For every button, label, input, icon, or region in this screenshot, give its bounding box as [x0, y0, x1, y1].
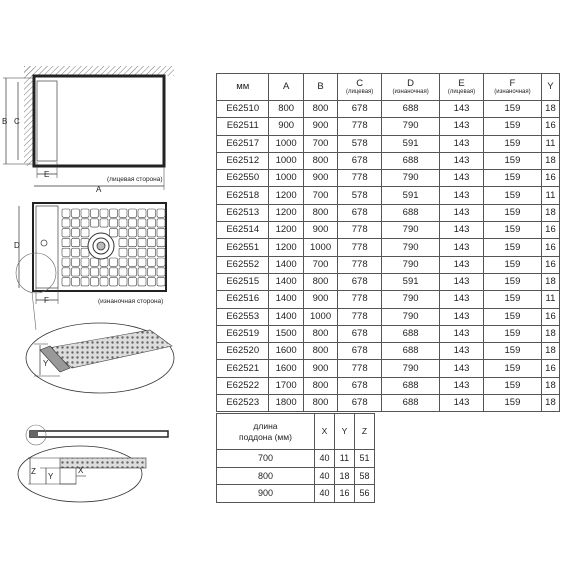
grid-cell	[138, 268, 146, 276]
grid-cell	[138, 229, 146, 237]
table-cell: 18	[541, 325, 559, 342]
grid-cell	[91, 209, 99, 217]
grid-cell	[72, 229, 80, 237]
table-row	[217, 256, 560, 273]
grid-cell	[81, 229, 89, 237]
table-cell: 1000	[303, 239, 337, 256]
table-cell: E62513	[217, 204, 269, 221]
table-cell: E62522	[217, 377, 269, 394]
grid-cell	[91, 268, 99, 276]
table-row	[217, 467, 375, 485]
grid-cell	[148, 229, 156, 237]
table-cell: 778	[338, 239, 382, 256]
edge-detail-1	[26, 323, 174, 393]
label-b: B	[2, 117, 8, 126]
table-cell: 159	[483, 360, 541, 377]
spec-header-cell: мм	[217, 74, 269, 101]
table-cell: 778	[338, 118, 382, 135]
table-cell: 16	[541, 118, 559, 135]
front-side-label: (лицевая сторона)	[107, 176, 163, 183]
table-cell: 688	[382, 343, 440, 360]
grid-cell	[91, 258, 99, 266]
grid-cell	[72, 258, 80, 266]
grid-cell	[157, 278, 165, 286]
table-cell: 688	[382, 152, 440, 169]
table-cell: 143	[440, 152, 484, 169]
table-cell: 18	[541, 377, 559, 394]
table-row	[217, 450, 375, 468]
table-cell: 159	[483, 395, 541, 412]
table-cell: 1200	[269, 239, 303, 256]
dim-header-cell: длина поддона (мм)	[217, 414, 315, 450]
table-cell: 790	[382, 291, 440, 308]
table-cell: 16	[541, 256, 559, 273]
table-cell: 143	[440, 239, 484, 256]
table-cell: 900	[303, 222, 337, 239]
grid-cell	[110, 219, 118, 227]
table-cell: E62512	[217, 152, 269, 169]
grid-cell	[138, 258, 146, 266]
grid-cell	[157, 248, 165, 256]
side-profile	[26, 425, 168, 445]
table-cell: 143	[440, 325, 484, 342]
label-z: Z	[31, 467, 36, 476]
table-cell: 1400	[269, 291, 303, 308]
table-cell: 778	[338, 360, 382, 377]
grid-cell	[62, 219, 70, 227]
table-cell: 159	[483, 170, 541, 187]
table-cell: E62551	[217, 239, 269, 256]
grid-cell	[129, 229, 137, 237]
table-cell: 800	[303, 343, 337, 360]
table-row	[217, 152, 560, 169]
table-cell: 16	[541, 308, 559, 325]
table-cell: 900	[269, 118, 303, 135]
grid-cell	[110, 209, 118, 217]
back-side-label: (изнаночная сторона)	[98, 298, 164, 305]
spec-header-cell: E (лицевая)	[440, 74, 484, 101]
grid-cell	[91, 219, 99, 227]
table-row	[217, 135, 560, 152]
table-cell: 11	[541, 187, 559, 204]
table-cell: 688	[382, 325, 440, 342]
grid-cell	[110, 268, 118, 276]
table-cell: 800	[269, 101, 303, 118]
table-cell: 678	[338, 377, 382, 394]
grid-cell	[81, 209, 89, 217]
grid-cell	[157, 238, 165, 246]
table-cell: 900	[303, 360, 337, 377]
grid-cell	[81, 248, 89, 256]
table-cell: 18	[334, 467, 354, 485]
table-cell: 159	[483, 343, 541, 360]
table-cell: E62514	[217, 222, 269, 239]
table-cell: 790	[382, 170, 440, 187]
table-row	[217, 204, 560, 221]
grid-cell	[129, 278, 137, 286]
table-cell: 1600	[269, 360, 303, 377]
table-cell: 159	[483, 187, 541, 204]
grid-cell	[157, 229, 165, 237]
table-cell: 778	[338, 308, 382, 325]
table-cell: 18	[541, 204, 559, 221]
table-row	[217, 118, 560, 135]
table-cell: 143	[440, 204, 484, 221]
table-cell: 1000	[269, 152, 303, 169]
grid-cell	[157, 219, 165, 227]
grid-cell	[129, 219, 137, 227]
grid-cell	[62, 268, 70, 276]
table-row	[217, 325, 560, 342]
table-cell: 700	[303, 135, 337, 152]
grid-cell	[138, 238, 146, 246]
table-row	[217, 485, 375, 503]
spec-header-cell: D (изнаночная)	[382, 74, 440, 101]
table-cell: 900	[303, 170, 337, 187]
table-row	[217, 343, 560, 360]
table-cell: 16	[541, 360, 559, 377]
table-cell: 143	[440, 135, 484, 152]
table-cell: 16	[541, 222, 559, 239]
label-y-detail2: Y	[48, 472, 54, 481]
table-cell: 16	[541, 170, 559, 187]
table-cell: 143	[440, 377, 484, 394]
table-cell: 800	[303, 377, 337, 394]
table-cell: 688	[382, 395, 440, 412]
table-cell: 800	[303, 204, 337, 221]
grid-cell	[148, 258, 156, 266]
grid-cell	[129, 248, 137, 256]
table-cell: E62517	[217, 135, 269, 152]
table-cell: 678	[338, 204, 382, 221]
table-row	[217, 273, 560, 290]
grid-cell	[148, 219, 156, 227]
dim-header-cell: Y	[334, 414, 354, 450]
table-cell: 1400	[269, 308, 303, 325]
table-cell: 143	[440, 291, 484, 308]
spec-header-cell: Y	[541, 74, 559, 101]
table-cell: 688	[382, 204, 440, 221]
table-cell: 16	[334, 485, 354, 503]
spec-header-cell: A	[269, 74, 303, 101]
grid-cell	[62, 258, 70, 266]
table-cell: 678	[338, 343, 382, 360]
dim-header-cell: X	[314, 414, 334, 450]
label-c: C	[14, 117, 20, 126]
grid-cell	[72, 219, 80, 227]
table-cell: 1400	[269, 273, 303, 290]
table-cell: 11	[541, 135, 559, 152]
grid-cell	[72, 268, 80, 276]
grid-cell	[81, 219, 89, 227]
grid-cell	[72, 238, 80, 246]
table-cell: 700	[217, 450, 315, 468]
table-cell: 1700	[269, 377, 303, 394]
table-cell: 159	[483, 152, 541, 169]
table-cell: 58	[354, 467, 374, 485]
table-cell: 40	[314, 450, 334, 468]
table-cell: E62520	[217, 343, 269, 360]
grid-cell	[157, 258, 165, 266]
grid-cell	[110, 258, 118, 266]
table-cell: 778	[338, 291, 382, 308]
table-cell: E62519	[217, 325, 269, 342]
table-cell: E62515	[217, 273, 269, 290]
table-cell: 143	[440, 222, 484, 239]
table-cell: 1200	[269, 187, 303, 204]
table-cell: 143	[440, 273, 484, 290]
table-cell: 591	[382, 135, 440, 152]
spec-header-cell: B	[303, 74, 337, 101]
table-cell: 1000	[303, 308, 337, 325]
grid-cell	[119, 258, 127, 266]
table-cell: 143	[440, 395, 484, 412]
table-cell: 591	[382, 273, 440, 290]
grid-cell	[148, 248, 156, 256]
table-row	[217, 222, 560, 239]
spec-header-row	[217, 74, 560, 101]
table-cell: 18	[541, 152, 559, 169]
table-row	[217, 101, 560, 118]
table-cell: 159	[483, 101, 541, 118]
grid-cell	[110, 229, 118, 237]
table-cell: 800	[303, 395, 337, 412]
table-cell: 678	[338, 273, 382, 290]
grid-cell	[119, 229, 127, 237]
grid-cell	[129, 209, 137, 217]
table-cell: 143	[440, 101, 484, 118]
front-view-drawing	[2, 66, 174, 194]
dimension-table	[216, 413, 375, 503]
table-cell: 1500	[269, 325, 303, 342]
grid-cell	[62, 209, 70, 217]
table-cell: 11	[541, 291, 559, 308]
table-cell: 143	[440, 343, 484, 360]
table-cell: 700	[303, 256, 337, 273]
table-cell: 1600	[269, 343, 303, 360]
table-cell: 18	[541, 273, 559, 290]
table-cell: 143	[440, 170, 484, 187]
table-row	[217, 187, 560, 204]
spec-header-cell: F (изнаночная)	[483, 74, 541, 101]
label-x: X	[78, 466, 84, 475]
grid-cell	[129, 238, 137, 246]
grid-cell	[119, 238, 127, 246]
table-cell: 790	[382, 222, 440, 239]
grid-cell	[72, 248, 80, 256]
table-cell: 678	[338, 101, 382, 118]
table-cell: 159	[483, 308, 541, 325]
table-cell: 800	[303, 273, 337, 290]
table-cell: E62518	[217, 187, 269, 204]
table-cell: 790	[382, 308, 440, 325]
table-cell: 790	[382, 256, 440, 273]
table-cell: 143	[440, 256, 484, 273]
table-cell: 18	[541, 343, 559, 360]
table-cell: 800	[303, 325, 337, 342]
spec-table-body	[217, 101, 560, 412]
grid-cell	[100, 268, 108, 276]
back-view-drawing	[14, 203, 166, 330]
table-cell: 688	[382, 101, 440, 118]
table-cell: 900	[303, 291, 337, 308]
grid-cell	[81, 258, 89, 266]
grid-cell	[119, 248, 127, 256]
grid-cell	[91, 278, 99, 286]
table-cell: 40	[314, 467, 334, 485]
grid-cell	[138, 209, 146, 217]
table-row	[217, 395, 560, 412]
table-cell: 1800	[269, 395, 303, 412]
table-cell: 1200	[269, 222, 303, 239]
table-cell: 790	[382, 239, 440, 256]
table-cell: 159	[483, 325, 541, 342]
grid-cell	[129, 268, 137, 276]
table-cell: E62553	[217, 308, 269, 325]
table-cell: E62516	[217, 291, 269, 308]
table-cell: 1000	[269, 170, 303, 187]
label-y-detail1: Y	[43, 359, 49, 368]
table-cell: 159	[483, 118, 541, 135]
grid-cell	[148, 278, 156, 286]
grid-cell	[62, 278, 70, 286]
grid-cell	[100, 209, 108, 217]
table-cell: 700	[303, 187, 337, 204]
table-cell: E62523	[217, 395, 269, 412]
table-cell: 900	[217, 485, 315, 503]
drain-channel	[37, 81, 57, 161]
table-cell: 159	[483, 222, 541, 239]
table-row	[217, 239, 560, 256]
table-cell: 11	[334, 450, 354, 468]
grid-cell	[110, 278, 118, 286]
table-row	[217, 170, 560, 187]
table-cell: 159	[483, 291, 541, 308]
table-cell: 800	[303, 101, 337, 118]
grid-cell	[148, 268, 156, 276]
table-row	[217, 377, 560, 394]
grid-cell	[119, 219, 127, 227]
table-cell: 800	[217, 467, 315, 485]
table-cell: 790	[382, 360, 440, 377]
grid-cell	[138, 278, 146, 286]
label-d: D	[14, 241, 20, 250]
table-cell: 143	[440, 360, 484, 377]
grid-cell	[138, 219, 146, 227]
table-cell: 678	[338, 152, 382, 169]
dim-header-cell: Z	[354, 414, 374, 450]
grid-cell	[62, 229, 70, 237]
grid-cell	[157, 209, 165, 217]
table-cell: 159	[483, 377, 541, 394]
grid-cell	[72, 209, 80, 217]
spec-header-cell: C (лицевая)	[338, 74, 382, 101]
label-a: A	[96, 185, 102, 194]
table-cell: 40	[314, 485, 334, 503]
table-cell: 159	[483, 204, 541, 221]
table-cell: 591	[382, 187, 440, 204]
edge-detail-2	[18, 446, 146, 502]
table-cell: 778	[338, 222, 382, 239]
grid-cell	[129, 258, 137, 266]
grid-cell	[148, 238, 156, 246]
grid-cell	[100, 278, 108, 286]
table-cell: 51	[354, 450, 374, 468]
table-cell: 578	[338, 135, 382, 152]
grid-cell	[148, 209, 156, 217]
grid-cell	[119, 278, 127, 286]
table-cell: 688	[382, 377, 440, 394]
label-f: F	[44, 296, 49, 305]
table-cell: 1400	[269, 256, 303, 273]
table-cell: 790	[382, 118, 440, 135]
table-cell: 159	[483, 135, 541, 152]
grid-cell	[81, 268, 89, 276]
table-cell: 18	[541, 395, 559, 412]
table-cell: E62521	[217, 360, 269, 377]
label-e: E	[44, 170, 50, 179]
table-cell: 143	[440, 308, 484, 325]
table-cell: E62552	[217, 256, 269, 273]
grid-cell	[100, 219, 108, 227]
table-cell: 778	[338, 256, 382, 273]
table-cell: 778	[338, 170, 382, 187]
spec-table	[216, 73, 560, 412]
table-cell: 800	[303, 152, 337, 169]
grid-cell	[157, 268, 165, 276]
table-cell: E62550	[217, 170, 269, 187]
table-cell: 159	[483, 256, 541, 273]
dim-header-row	[217, 414, 375, 450]
grid-cell	[62, 248, 70, 256]
table-cell: 678	[338, 325, 382, 342]
grid-cell	[81, 278, 89, 286]
table-row	[217, 291, 560, 308]
dimension-table-body	[217, 450, 375, 503]
table-cell: 143	[440, 187, 484, 204]
table-cell: 56	[354, 485, 374, 503]
table-cell: 143	[440, 118, 484, 135]
table-cell: 578	[338, 187, 382, 204]
technical-drawings	[0, 0, 210, 568]
table-cell: 900	[303, 118, 337, 135]
table-cell: 1200	[269, 204, 303, 221]
table-cell: E62511	[217, 118, 269, 135]
grid-cell	[62, 238, 70, 246]
table-row	[217, 360, 560, 377]
grid-cell	[119, 209, 127, 217]
grid-cell	[72, 278, 80, 286]
table-cell: 678	[338, 395, 382, 412]
table-cell: 1000	[269, 135, 303, 152]
table-cell: 159	[483, 239, 541, 256]
grid-cell	[119, 268, 127, 276]
table-cell: 18	[541, 101, 559, 118]
table-cell: 16	[541, 239, 559, 256]
grid-cell	[138, 248, 146, 256]
table-cell: E62510	[217, 101, 269, 118]
table-cell: 159	[483, 273, 541, 290]
table-row	[217, 308, 560, 325]
